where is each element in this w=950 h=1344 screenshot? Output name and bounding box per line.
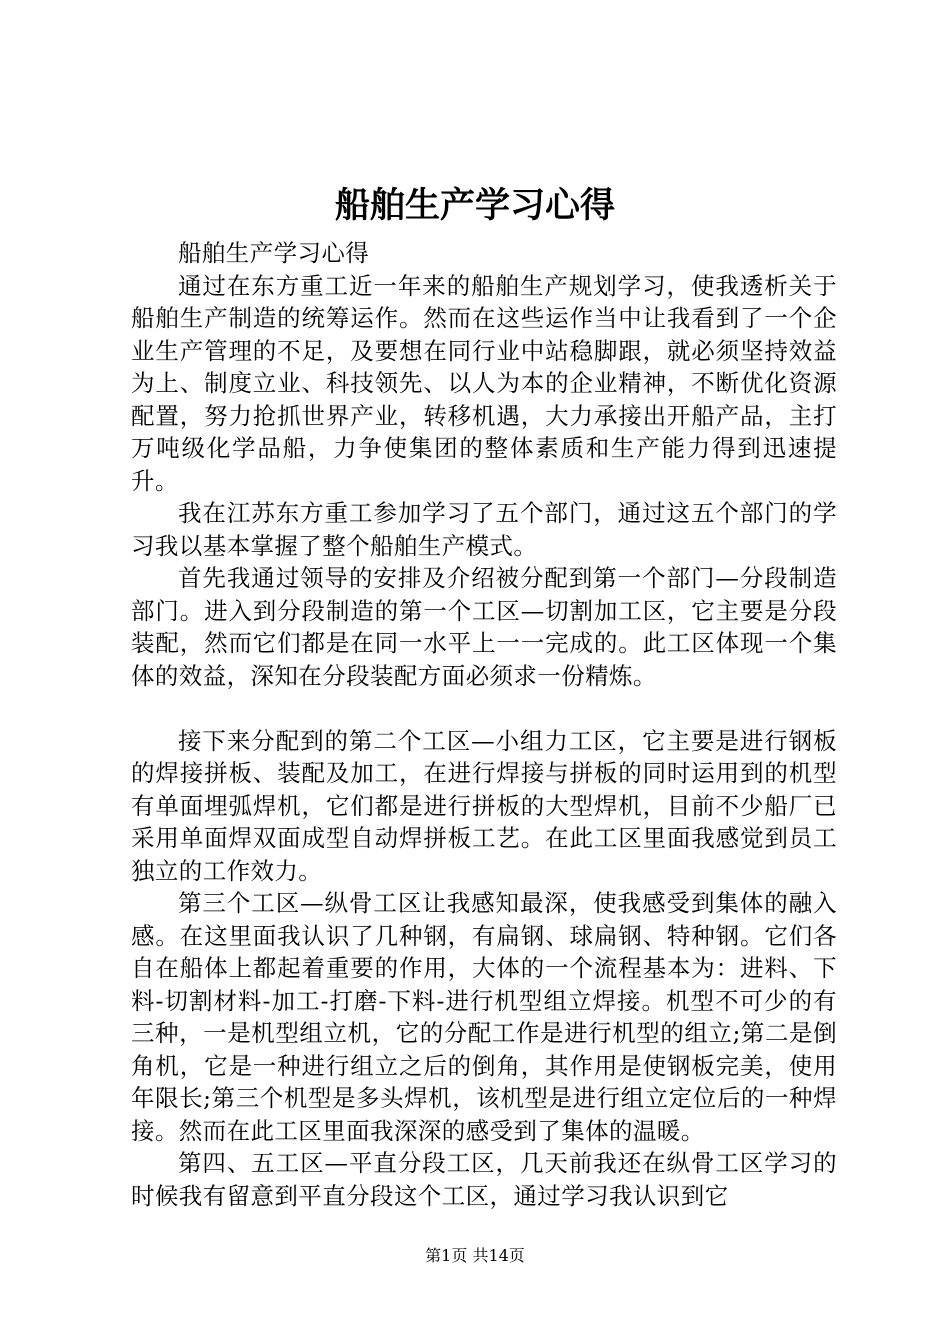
document-title: 船舶生产学习心得 bbox=[334, 185, 615, 226]
document-body bbox=[131, 237, 837, 1212]
paragraph-intro: 通过在东方重工近一年来的船舶生产规划学习，使我透析关于船舶生产制造的统筹运作。然而在这些运作当中让我看到了一个企业生产管理的不足，及要想在同行业中站稳脚跟，就必须坚持效益为上、制度立业、科技领先、以人为本的企业精神，不断优化资源配置，努力抢抓世界产业，转移机遇，大力承接出开船产品，主打万吨级化学品船，力争使集团的整体素质和生产能力得到迅速提升。 bbox=[131, 271, 837, 495]
paragraph-subtitle: 船舶生产学习心得 bbox=[178, 239, 370, 267]
paragraph-departments: 我在江苏东方重工参加学习了五个部门，通过这五个部门的学习我以基本掌握了整个船舶生产模式。 bbox=[131, 499, 837, 560]
page-footer: 第1页 共14页 bbox=[425, 1246, 525, 1265]
paragraph-fourth-fifth-area: 第四、五工区—平直分段工区，几天前我还在纵骨工区学习的时候我有留意到平直分段这个工区，通过学习我认识到它 bbox=[131, 1149, 837, 1210]
paragraph-second-area: 接下来分配到的第二个工区—小组力工区，它主要是进行钢板的焊接拼板、装配及加工，在进行焊接与拼板的同时运用到的机型有单面埋弧焊机，它们都是进行拼板的大型焊机，目前不少船厂已采用单面焊双面成型自动焊拼板工艺。在此工区里面我感觉到员工独立的工作效力。 bbox=[131, 726, 837, 885]
paragraph-third-area: 第三个工区—纵骨工区让我感知最深，使我感受到集体的融入感。在这里面我认识了几种钢，有扁钢、球扁钢、特种钢。它们各自在船体上都起着重要的作用，大体的一个流程基本为：进料、下料-切割材料-加工-打磨-下料-进行机型组立焊接。机型不可少的有三种，一是机型组立机，它的分配工作是进行机型的组立;第二是倒角机，它是一种进行组立之后的倒角，其作用是使钢板完美，使用年限长;第三个机型是多头焊机，该机型是进行组立定位后的一种焊接。然而在此工区里面我深深的感受到了集体的温暖。 bbox=[131, 889, 837, 1145]
paragraph-first-department: 首先我通过领导的安排及介绍被分配到第一个部门—分段制造部门。进入到分段制造的第一个工区—切割加工区，它主要是分段装配，然而它们都是在同一水平上一一完成的。此工区体现一个集体的效益，深知在分段装配方面必须求一份精炼。 bbox=[131, 564, 837, 690]
